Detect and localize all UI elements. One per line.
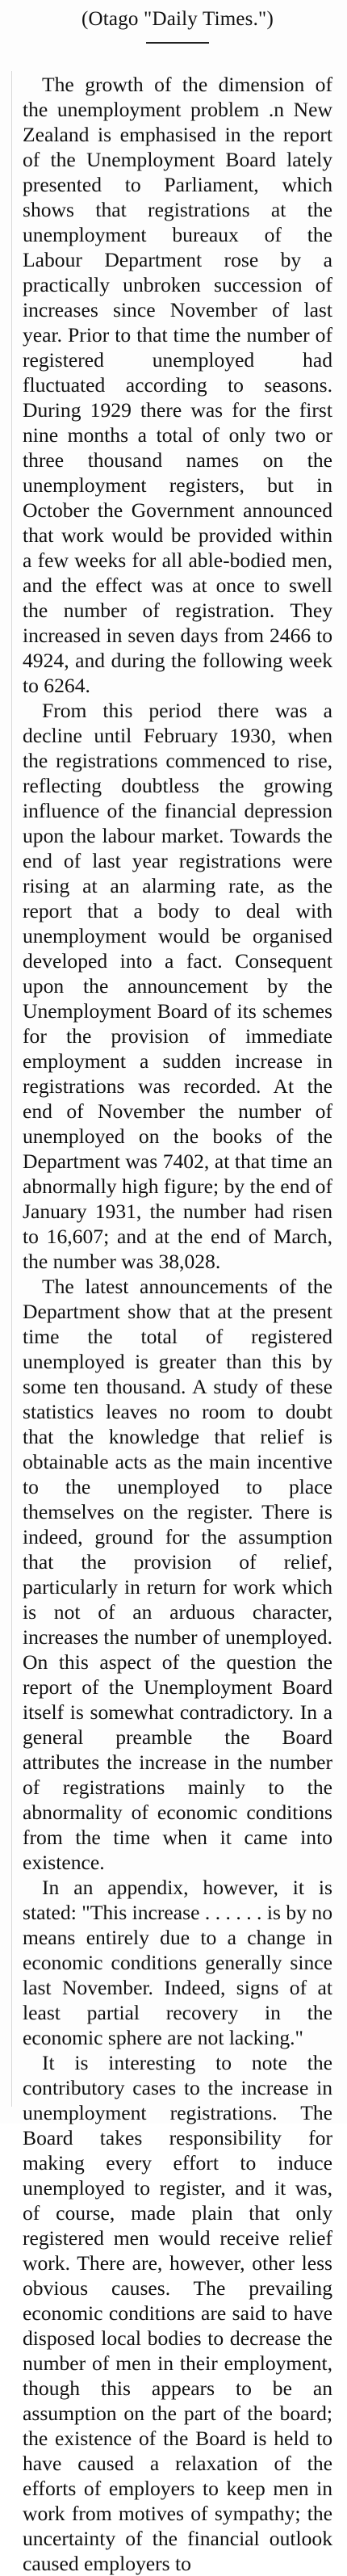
article-body xyxy=(23,72,332,2576)
source-credit: (Otago "Daily Times.") xyxy=(81,8,274,30)
paragraph-registration-growth: The growth of the dimension of the unemployment problem .n New Zealand is emphasised in the report of the Unemployment Board lately presented to Parliament, which shows that registrations at the unemployment bureaux of the Labour Department rose by a practically unbroken succession of increases since November of last year. Prior to that time the number of registered unemployed had fluctuated according to seasons. During 1929 there was for the first nine months a total of only two or three thousand names on the unemployment registers, but in October the Government announced that work would be provided within a few weeks for all able-bodied men, and the effect was at once to swell the number of registration. They increased in seven days from 2466 to 4924, and during the following week to 6264. xyxy=(23,73,332,697)
paragraph-decline-and-rise: From this period there was a decline until February 1930, when the registrations commenced to rise, reflecting doubtless the growing influence of the financial depression upon the labour market. Towards the end of last year registrations were rising at an alarming rate, as the report that a body to deal with unemployment would be organised developed into a fact. Consequent upon the announcement by the Unemployment Board of its schemes for the provision of immediate employment a sudden increase in registrations was recorded. At the end of November the number of unemployed on the books of the Department was 7402, at that time an abnormally high figure; by the end of January 1931, the number had risen to 16,607; and at the end of March, the number was 38,028. xyxy=(23,699,332,1273)
header-divider xyxy=(146,42,209,44)
paragraph-appendix-quote: In an appendix, however, it is stated: "This increase . . . . . . is by no means entirely due to a change in economic conditions generally since last November. Indeed, signs of at least partial recovery in the economic sphere are not lacking." xyxy=(23,1876,332,2049)
column-border xyxy=(11,71,12,2107)
paragraph-latest-announcements: The latest announcements of the Department show that at the present time the total of registered unemployed is greater than this by some ten thousand. A study of these statistics leaves no room to doubt that the knowledge that relief is obtainable acts as the main incentive to the unemployed to place themselves on the register. There is indeed, ground for the assumption that the provision of relief, particularly in return for work which is not of an arduous character, increases the number of unemployed. On this aspect of the question the report of the Unemployment Board itself is somewhat contradictory. In a general preamble the Board attributes the increase in the number of registrations mainly to the abnormality of economic conditions from the time when it came into existence. xyxy=(23,1275,332,1874)
paragraph-contributory-causes: It is interesting to note the contributory cases to the increase in unemployment registrations. The Board takes responsibility for making every effort to induce unemployed to register, and it was, of course, made plain that only registered men would receive relief work. There are, however, other less obvious causes. The prevailing economic conditions are said to have disposed local bodies to decrease the number of men in their employment, though this appears to be an assumption on the part of the board; the existence of the Board is held to have caused a relaxation of the efforts of employers to keep men in work from motives of sympathy; the uncertainty of the financial outlook caused employers to xyxy=(23,2051,332,2575)
